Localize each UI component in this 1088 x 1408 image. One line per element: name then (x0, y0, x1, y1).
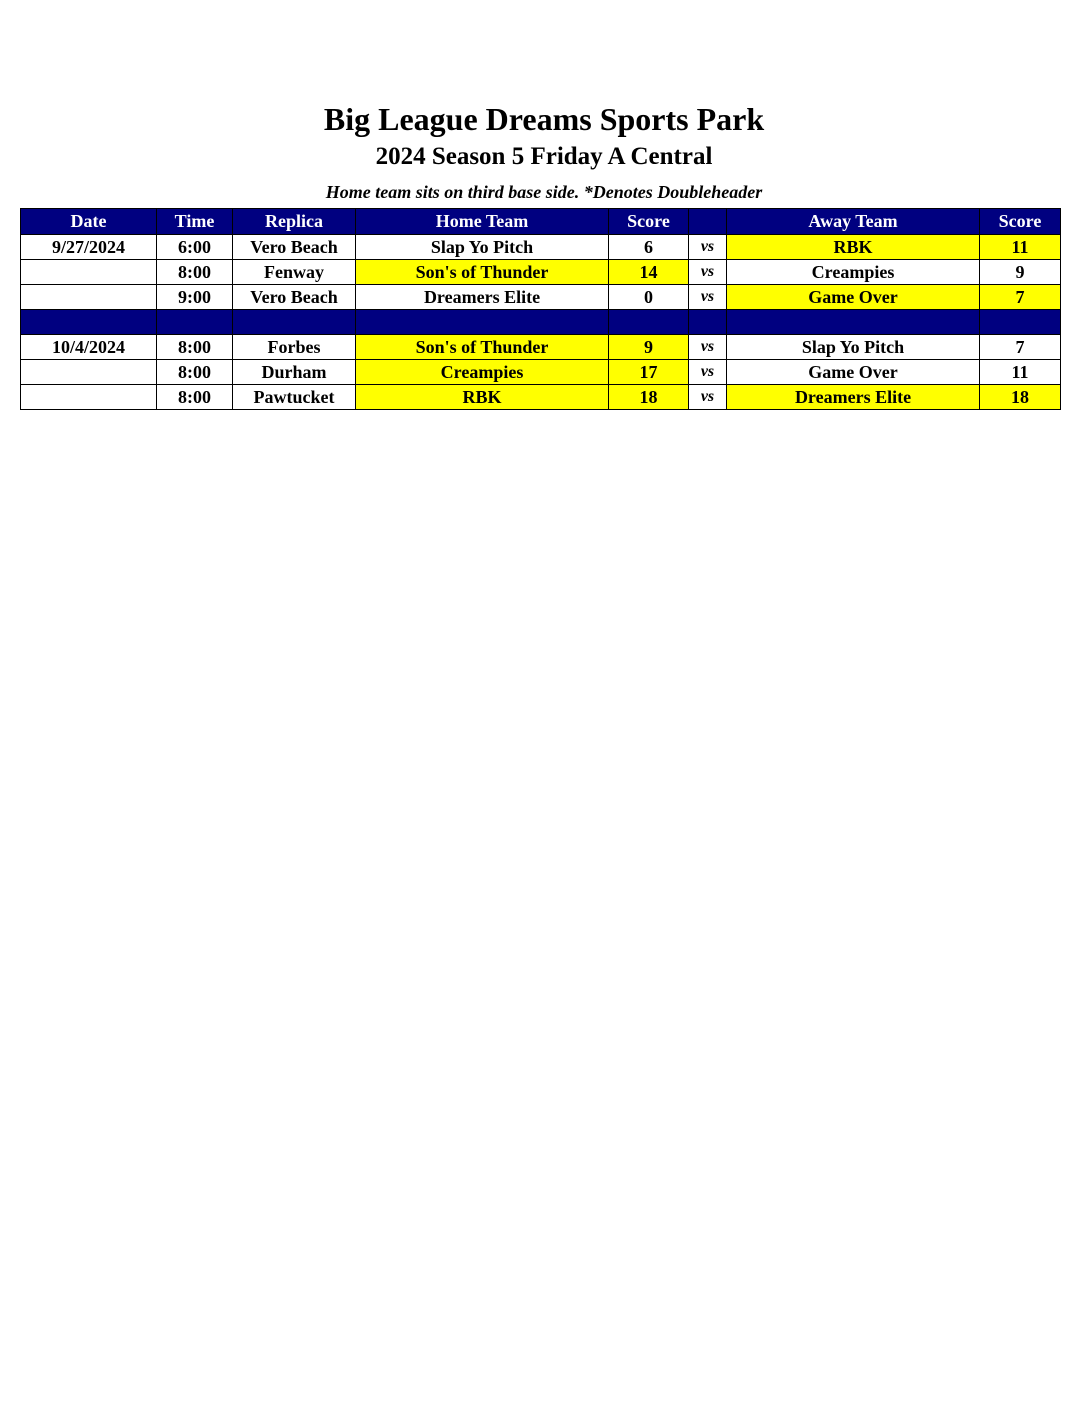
column-header-time: Time (157, 209, 233, 235)
replica-cell: Durham (233, 360, 356, 385)
doubleheader-note: Home team sits on third base side. *Denotes Doubleheader (325, 182, 763, 202)
replica-cell: Vero Beach (233, 285, 356, 310)
replica-cell: Forbes (233, 335, 356, 360)
away-team-cell: Slap Yo Pitch (727, 335, 980, 360)
away-score-cell: 11 (980, 235, 1061, 260)
separator-cell (157, 310, 233, 335)
away-score-cell: 7 (980, 285, 1061, 310)
time-cell: 8:00 (157, 260, 233, 285)
separator-cell (21, 310, 157, 335)
column-header-away-team: Away Team (727, 209, 980, 235)
time-cell: 8:00 (157, 335, 233, 360)
column-header-vs (689, 209, 727, 235)
separator-cell (727, 310, 980, 335)
away-team-cell: Game Over (727, 285, 980, 310)
away-team-cell: Dreamers Elite (727, 385, 980, 410)
replica-cell: Pawtucket (233, 385, 356, 410)
column-header-away-score: Score (980, 209, 1061, 235)
schedule-table (20, 208, 1061, 410)
away-score-cell: 18 (980, 385, 1061, 410)
home-score-cell: 6 (609, 235, 689, 260)
separator-cell (233, 310, 356, 335)
date-cell (21, 285, 157, 310)
home-team-cell: Slap Yo Pitch (356, 235, 609, 260)
away-team-cell: Creampies (727, 260, 980, 285)
vs-label: vs (689, 385, 727, 410)
time-cell: 9:00 (157, 285, 233, 310)
home-score-cell: 14 (609, 260, 689, 285)
away-team-cell: RBK (727, 235, 980, 260)
date-cell (21, 360, 157, 385)
schedule-body (21, 235, 1061, 410)
column-header-replica: Replica (233, 209, 356, 235)
date-cell (21, 385, 157, 410)
vs-label: vs (689, 285, 727, 310)
vs-label: vs (689, 335, 727, 360)
page-subtitle: 2024 Season 5 Friday A Central (375, 143, 713, 170)
time-cell: 8:00 (157, 360, 233, 385)
date-cell (21, 260, 157, 285)
replica-cell: Vero Beach (233, 235, 356, 260)
time-cell: 8:00 (157, 385, 233, 410)
game-row (21, 335, 1061, 360)
home-team-cell: Son's of Thunder (356, 260, 609, 285)
column-header-home-team: Home Team (356, 209, 609, 235)
separator-cell (689, 310, 727, 335)
game-row (21, 260, 1061, 285)
game-row (21, 285, 1061, 310)
separator-cell (980, 310, 1061, 335)
away-score-cell: 11 (980, 360, 1061, 385)
home-team-cell: Creampies (356, 360, 609, 385)
separator-cell (609, 310, 689, 335)
home-team-cell: Dreamers Elite (356, 285, 609, 310)
game-row (21, 360, 1061, 385)
date-cell: 9/27/2024 (21, 235, 157, 260)
game-row (21, 385, 1061, 410)
column-header-home-score: Score (609, 209, 689, 235)
home-score-cell: 9 (609, 335, 689, 360)
home-score-cell: 17 (609, 360, 689, 385)
away-score-cell: 7 (980, 335, 1061, 360)
away-team-cell: Game Over (727, 360, 980, 385)
vs-label: vs (689, 235, 727, 260)
vs-label: vs (689, 260, 727, 285)
replica-cell: Fenway (233, 260, 356, 285)
column-header-date: Date (21, 209, 157, 235)
home-score-cell: 0 (609, 285, 689, 310)
home-team-cell: RBK (356, 385, 609, 410)
home-team-cell: Son's of Thunder (356, 335, 609, 360)
vs-label: vs (689, 360, 727, 385)
header-row (21, 209, 1061, 235)
date-cell: 10/4/2024 (21, 335, 157, 360)
separator-cell (356, 310, 609, 335)
home-score-cell: 18 (609, 385, 689, 410)
time-cell: 6:00 (157, 235, 233, 260)
week-separator-row (21, 310, 1061, 335)
game-row (21, 235, 1061, 260)
away-score-cell: 9 (980, 260, 1061, 285)
page-title: Big League Dreams Sports Park (323, 101, 765, 137)
